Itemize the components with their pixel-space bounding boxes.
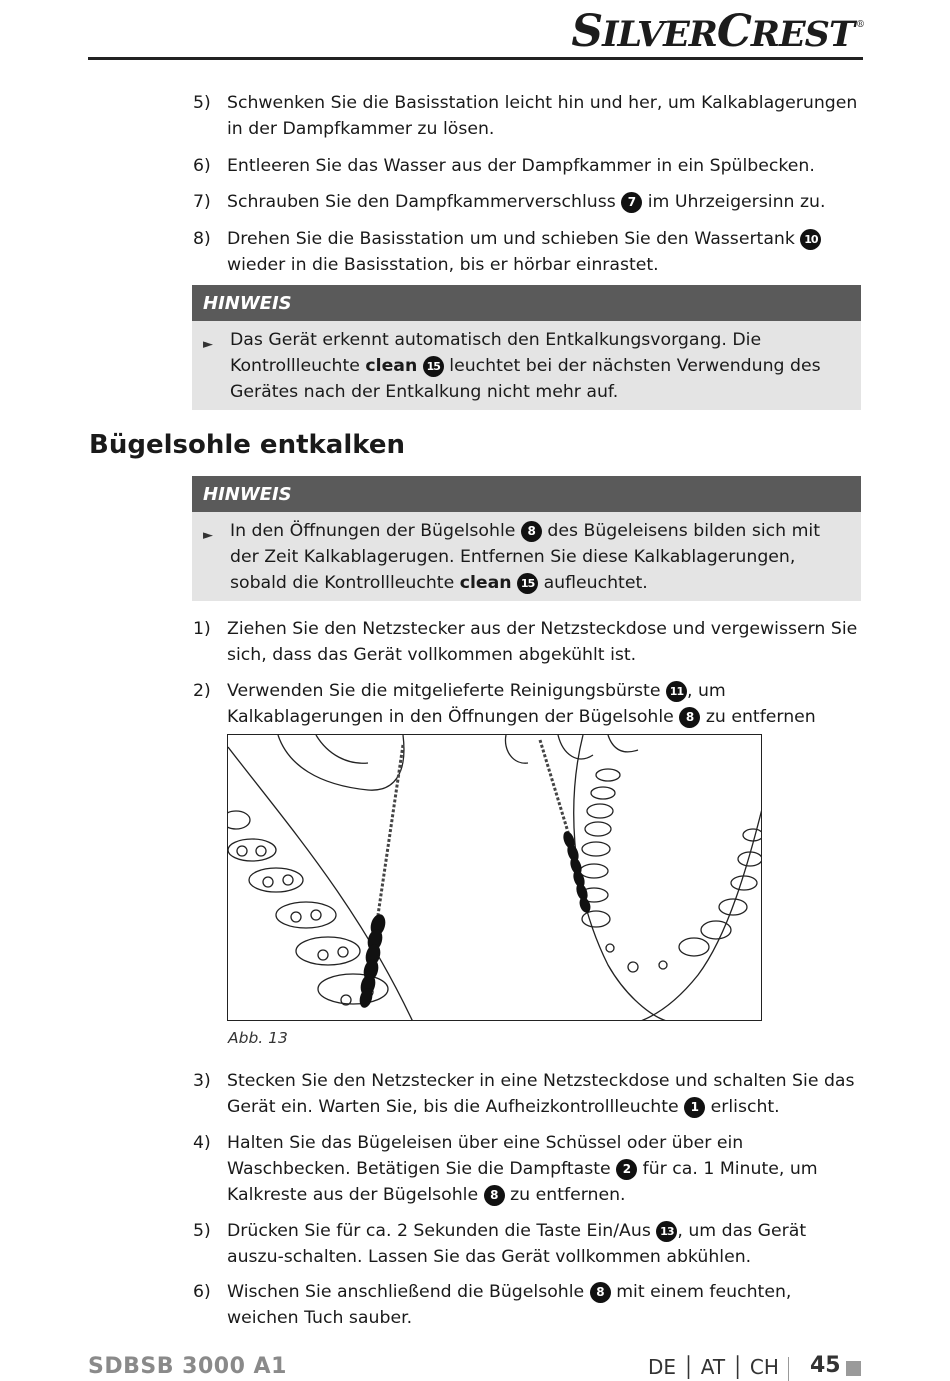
hinweis-heading: HINWEIS <box>192 476 861 512</box>
step-6: 6) Wischen Sie anschließend die Bügelsohle 8 mit einem feuchten, weichen Tuch sauber. <box>193 1282 792 1328</box>
part-badge: 8 <box>679 707 700 728</box>
figure-caption: Abb. 13 <box>228 1029 288 1047</box>
step-3: 3) Stecken Sie den Netzstecker in eine Netzsteckdose und schalten Sie das Gerät ein. Warten Sie, bis die Aufheizkontrollleuchte 1 erlischt. <box>193 1071 855 1117</box>
step-6-top: 6) Entleeren Sie das Wasser aus der Dampfkammer in ein Spülbecken. <box>193 156 815 176</box>
footer-model: SDBSB 3000 A1 <box>88 1354 287 1379</box>
step-5: 5) Drücken Sie für ca. 2 Sekunden die Taste Ein/Aus 13 , um das Gerät auszu-schalten. Lassen Sie das Gerät vollkommen abkühlen. <box>193 1221 807 1267</box>
hinweis-text: ► In den Öffnungen der Bügelsohle 8 des Bügeleisens bilden sich mit der Zeit Kalkablagerugen. Entfernen Sie diese Kalkablagerungen, sobald die Kontrollleuchte clean 15 aufleuchtet. <box>203 521 821 593</box>
step-8-top: 8) Drehen Sie die Basisstation um und schieben Sie den Wassertank 10 wieder in die Basisstation, bis er hörbar einrastet. <box>193 226 861 278</box>
brand-logo: SILVERCREST ® <box>571 6 864 57</box>
step-4: 4) Halten Sie das Bügeleisen über eine Schüssel oder über ein Waschbecken. Betätigen Sie die Dampftaste 2 für ca. 1 Minute, um Kalkreste aus der Bügelsohle 8 zu entfernen. <box>193 1133 818 1205</box>
triangle-bullet-icon: ► <box>203 528 213 543</box>
part-badge: 11 <box>666 681 687 702</box>
part-badge: 8 <box>521 521 542 542</box>
part-badge: 2 <box>616 1159 637 1180</box>
header-rule <box>88 57 863 60</box>
soleplate-cleaning-illustration <box>228 735 762 1021</box>
section-title: Bügelsohle entkalken <box>89 430 405 460</box>
hinweis-text: ► Das Gerät erkennt automatisch den Entkalkungsvorgang. Die Kontrollleuchte clean 15 leuchtet bei der nächsten Verwendung des Gerätes nach der Entkalkung nicht mehr auf. <box>203 330 821 402</box>
hinweis-heading: HINWEIS <box>192 285 861 321</box>
page-number: 45 <box>810 1353 841 1378</box>
part-badge: 7 <box>621 192 642 213</box>
triangle-bullet-icon: ► <box>203 337 213 352</box>
hinweis-box-2 <box>192 476 861 601</box>
hinweis-box-1 <box>192 285 861 410</box>
footer-divider <box>788 1357 789 1381</box>
step-5-top: 5) Schwenken Sie die Basisstation leicht hin und her, um Kalkablagerungen in der Dampfkammer zu lösen. <box>193 93 858 139</box>
part-badge: 15 <box>423 356 444 377</box>
figure-brush-cleaning <box>227 734 762 1021</box>
step-7-top: 7) Schrauben Sie den Dampfkammerverschluss 7 im Uhrzeigersinn zu. <box>193 192 826 212</box>
part-badge: 1 <box>684 1097 705 1118</box>
part-badge: 15 <box>517 573 538 594</box>
part-badge: 8 <box>590 1282 611 1303</box>
part-badge: 8 <box>484 1185 505 1206</box>
footer-languages: DE │ AT │ CH <box>648 1355 779 1379</box>
step-1: 1) Ziehen Sie den Netzstecker aus der Netzsteckdose und vergewissern Sie sich, dass das Gerät vollkommen abgekühlt ist. <box>193 619 858 665</box>
part-badge: 10 <box>800 229 821 250</box>
step-2: 2) Verwenden Sie die mitgelieferte Reinigungsbürste 11 , um Kalkablagerungen in den Öffnungen der Bügelsohle 8 zu entfernen <box>193 681 816 727</box>
square-marker-icon <box>846 1361 861 1376</box>
part-badge: 13 <box>656 1221 677 1242</box>
